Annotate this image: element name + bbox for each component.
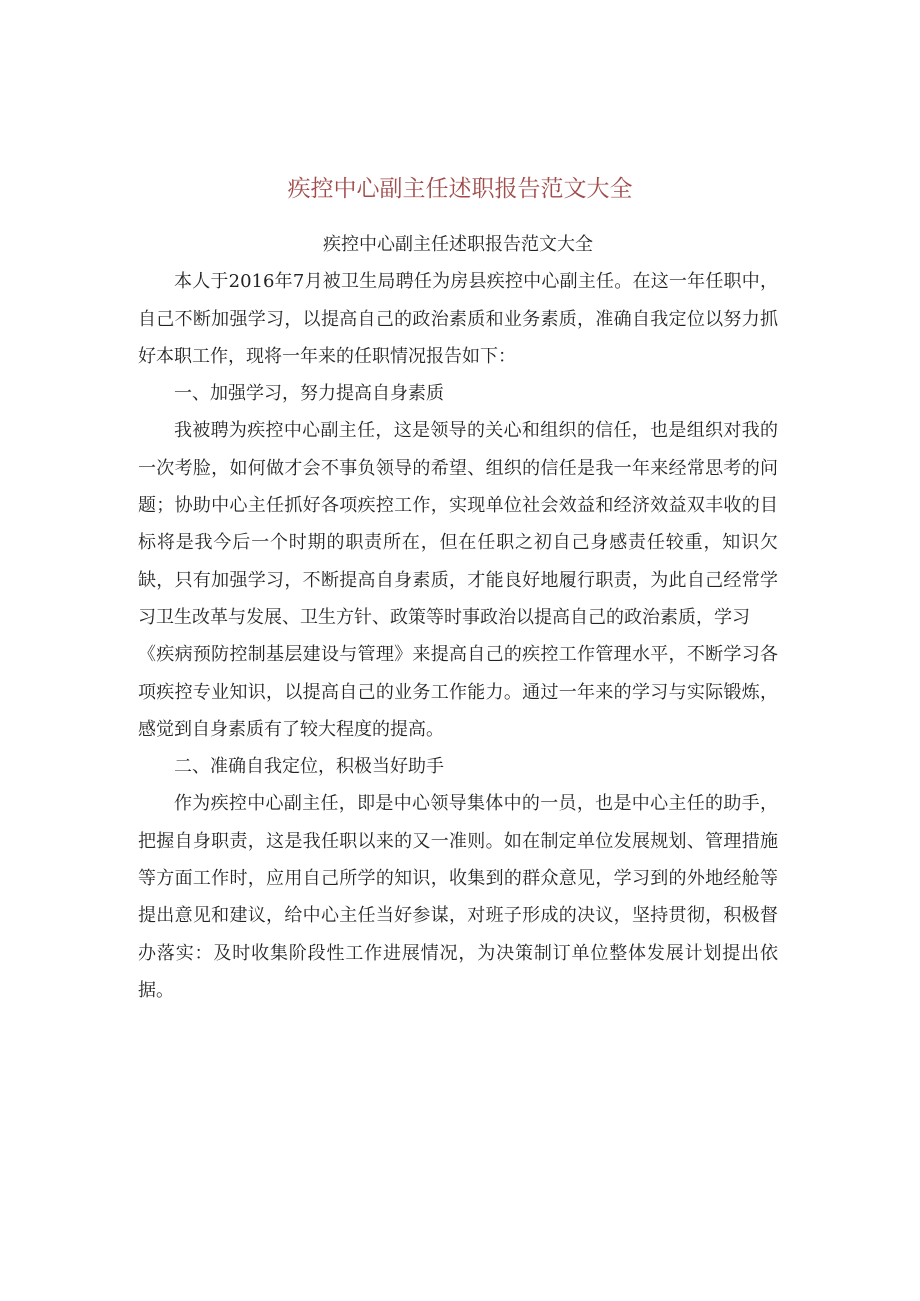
document-subtitle: 疾控中心副主任述职报告范文大全 [323,234,593,255]
paragraph-section-1: 我被聘为疾控中心副主任，这是领导的关心和组织的信任，也是组织对我的一次考脸，如何做才会不事负领导的希望、组织的信任是我一年来经常思考的问题；协助中心主任抓好各项疾控工作，实现单位社会效益和经济效益双丰收的目标将是我今后一个时期的职责所在，但在任职之初自己身感责任较重，知识欠缺，只有加强学习，不断提高自身素质，才能良好地履行职责，为此自己经常学习卫生改革与发展、卫生方针、政策等时事政治以提高自己的政治素质，学习 [138,420,778,628]
paragraph-section-2: 作为疾控中心副主任，即是中心领导集体中的一员，也是中心主任的助手，把握自身职责，这是我任职以来的又一准则。如在制定单位发展规划、管理措施等方面工作时，应用自己所学的知识，收集到的群众意见，学习到的外地经舱等提出意见和建议，给中心主任当好参谋，对班子形成的决议，坚持贯彻，积极督办落实：及时收集阶段性工作进展情况，为决策制订单位整体发展计划提出依据。 [138,793,778,1001]
document-body [138,226,778,1009]
section-heading-2: 二、准确自我定位，积极当好助手 [174,756,444,778]
paragraph-intro: 本人于2016年7月被卫生局聘任为房县疾控中心副主任。在这一年任职中，自己不断加强学习，以提高自己的政治素质和业务素质，准确自我定位以努力抓好本职工作，现将一年来的任职情况报告如下： [138,271,778,367]
section-heading-1: 一、加强学习，努力提高自身素质 [174,383,444,405]
document-title: 疾控中心副主任述职报告范文大全 [287,176,633,202]
paragraph-section-1-continued: 《疾病预防控制基层建设与管理》来提高自己的疾控工作管理水平，不断学习各项疾控专业知识，以提高自己的业务工作能力。通过一年来的学习与实际锻炼，感觉到自身素质有了较大程度的提高。 [138,644,778,740]
